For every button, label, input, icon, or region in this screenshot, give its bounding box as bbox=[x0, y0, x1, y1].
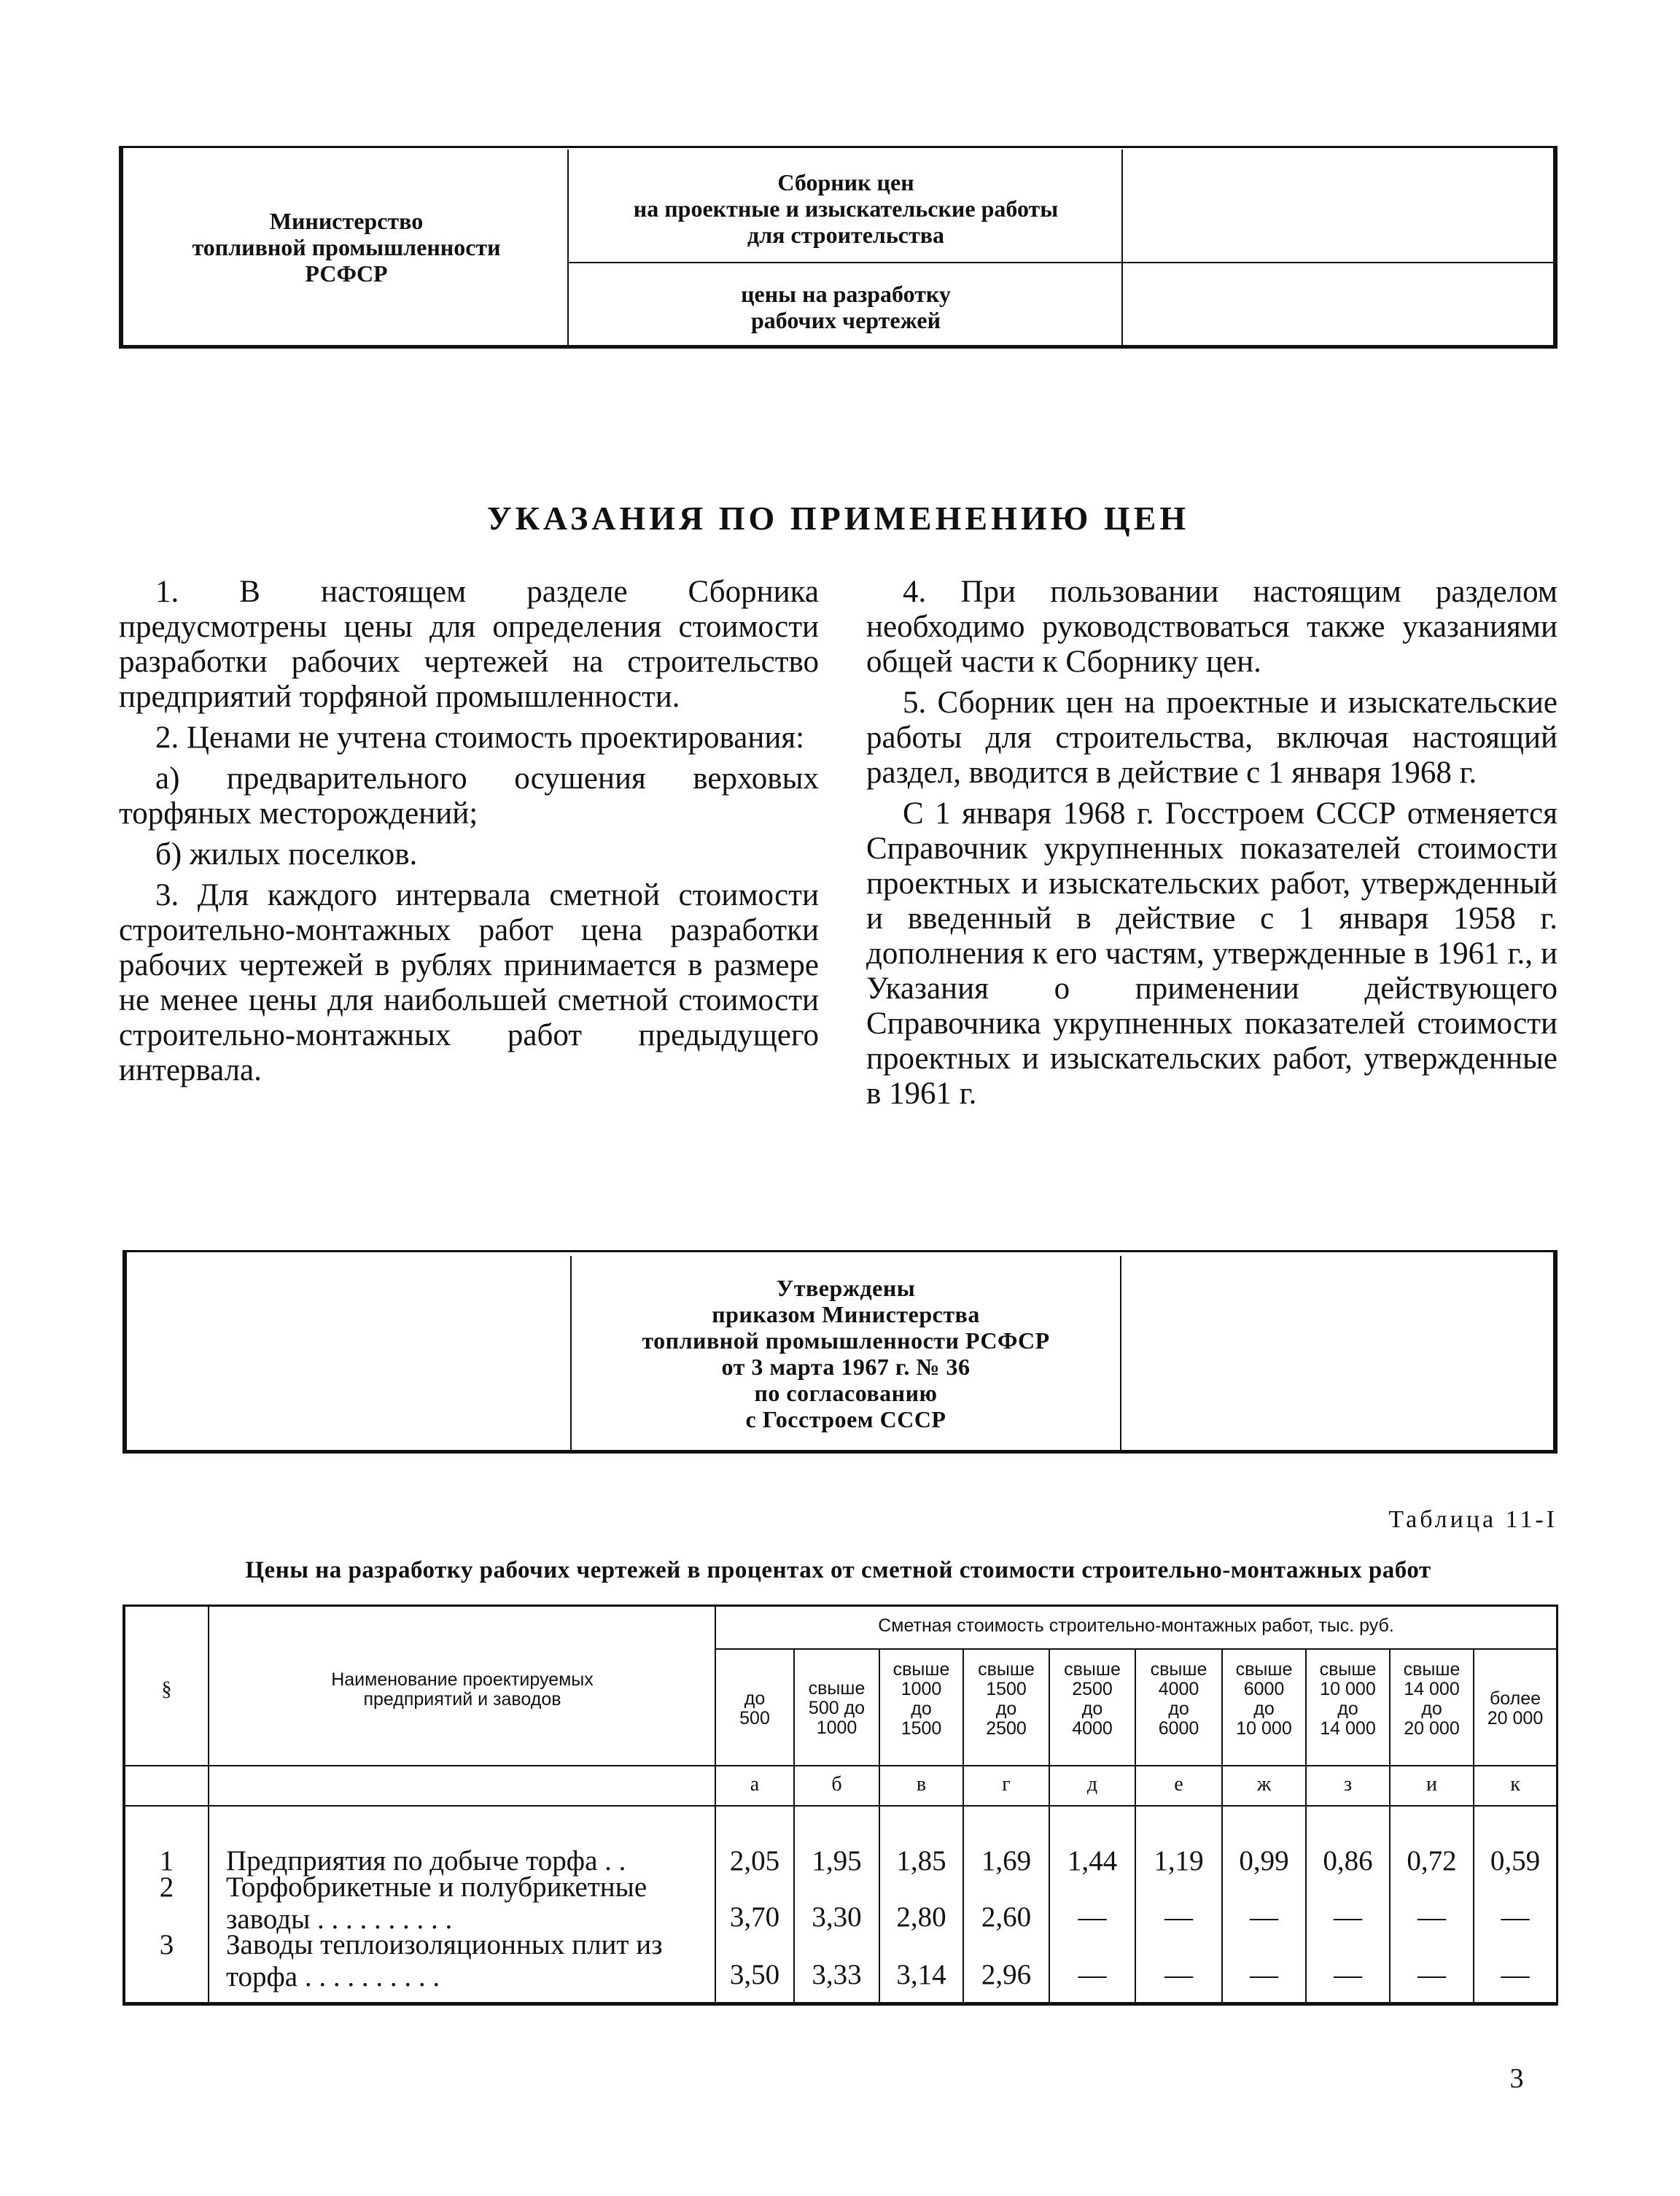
table-cell: — bbox=[1250, 1959, 1278, 1990]
table-cell: 1,19 bbox=[1154, 1845, 1204, 1877]
table-cell: 2,96 bbox=[981, 1959, 1032, 1990]
table-cell: 1,95 bbox=[812, 1845, 862, 1877]
row-name: Предприятия по добыче торфа . . bbox=[226, 1845, 626, 1877]
column-letter: в bbox=[916, 1773, 927, 1796]
table-cell: 1,85 bbox=[896, 1845, 946, 1877]
paragraph: а) предварительного осушения верховых торфяных месторождений; bbox=[119, 761, 819, 831]
col-section-header: § bbox=[161, 1678, 172, 1701]
range-header: свыше 4000 до 6000 bbox=[1150, 1659, 1208, 1739]
column-letter: ж bbox=[1256, 1773, 1272, 1796]
range-header: свыше 1500 до 2500 bbox=[978, 1659, 1035, 1739]
paragraph: б) жилых поселков. bbox=[155, 837, 418, 872]
column-letter: д bbox=[1086, 1773, 1098, 1796]
range-header: свыше 2500 до 4000 bbox=[1064, 1659, 1121, 1739]
table-cell: — bbox=[1501, 1901, 1530, 1933]
range-header: свыше 500 до 1000 bbox=[808, 1678, 866, 1738]
range-header: свыше 1000 до 1500 bbox=[892, 1659, 950, 1739]
column-letter: к bbox=[1510, 1773, 1520, 1796]
column-letter: б bbox=[831, 1773, 842, 1796]
table-cell: 3,70 bbox=[729, 1901, 780, 1933]
right-column bbox=[866, 575, 1558, 1117]
range-header: свыше 6000 до 10 000 bbox=[1235, 1659, 1293, 1739]
paragraph: 5. Сборник цен на проектные и изыскательские работы для строительства, включая настоящий раздел, вводится в действие с 1 января 1968 г. bbox=[866, 686, 1558, 790]
col-name-header: Наименование проектируемых предприятий и заводов bbox=[331, 1669, 594, 1710]
collection-title: Сборник цен на проектные и изыскательские работы для строительства bbox=[633, 169, 1059, 248]
page-number: 3 bbox=[1509, 2063, 1524, 2094]
table-cell: — bbox=[1501, 1959, 1530, 1990]
table-cell: — bbox=[1418, 1959, 1446, 1990]
section-title: УКАЗАНИЯ ПО ПРИМЕНЕНИЮ ЦЕН bbox=[486, 500, 1190, 537]
row-number: 2 bbox=[159, 1871, 174, 1903]
column-letter: и bbox=[1426, 1773, 1437, 1796]
collection-subtitle: цены на разработку рабочих чертежей bbox=[741, 281, 951, 333]
ministry-name: Министерство топливной промышленности РСФСР bbox=[192, 208, 501, 287]
table-cell: — bbox=[1078, 1901, 1107, 1933]
table-cell: — bbox=[1164, 1901, 1193, 1933]
range-header: свыше 14 000 до 20 000 bbox=[1403, 1659, 1461, 1739]
table-cell: 0,86 bbox=[1323, 1845, 1373, 1877]
range-header: более 20 000 bbox=[1487, 1688, 1544, 1729]
column-letter: а bbox=[750, 1773, 760, 1796]
column-letter: з bbox=[1343, 1773, 1353, 1796]
row-name: Заводы теплоизоляционных плит из торфа . . . . . . . . . . bbox=[226, 1929, 663, 1993]
column-letter: г bbox=[1002, 1773, 1011, 1796]
row-number: 3 bbox=[159, 1929, 174, 1960]
table-cell: 3,30 bbox=[812, 1901, 862, 1933]
row-number: 1 bbox=[159, 1845, 174, 1877]
table-cell: 2,05 bbox=[729, 1845, 780, 1877]
paragraph: 2. Ценами не учтена стоимость проектирования: bbox=[155, 721, 805, 755]
table-cell: 1,44 bbox=[1067, 1845, 1118, 1877]
table-cell: — bbox=[1334, 1901, 1362, 1933]
table-title: Цены на разработку рабочих чертежей в процентах от сметной стоимости строительно-монтажных работ bbox=[245, 1557, 1431, 1583]
approval-text: Утверждены приказом Министерства топливной промышленности РСФСР от 3 марта 1967 г. № 36 по согласованию с Госстроем СССР bbox=[642, 1275, 1050, 1432]
table-cell: — bbox=[1250, 1901, 1278, 1933]
table-cell: — bbox=[1418, 1901, 1446, 1933]
column-letter: е bbox=[1174, 1773, 1183, 1796]
table-cell: 3,33 bbox=[812, 1959, 862, 1990]
table-cell: — bbox=[1334, 1959, 1362, 1990]
group-header: Сметная стоимость строительно-монтажных работ, тыс. руб. bbox=[878, 1615, 1394, 1636]
range-header: свыше 10 000 до 14 000 bbox=[1319, 1659, 1377, 1739]
paragraph: 4. При пользовании настоящим разделом необходимо руководствоваться также указаниями общей части к Сборнику цен. bbox=[866, 575, 1558, 679]
left-column bbox=[119, 575, 819, 1094]
table-cell: 3,14 bbox=[896, 1959, 946, 1990]
range-header: до 500 bbox=[739, 1688, 770, 1729]
paragraph: 3. Для каждого интервала сметной стоимости строительно-монтажных работ цена разработки рабочих чертежей в рублях принимается в размере не менее цены для наибольшей сметной стоимости строительно-монтажных работ предыдущего интервала. bbox=[119, 878, 819, 1087]
table-cell: 1,69 bbox=[981, 1845, 1032, 1877]
table-cell: — bbox=[1164, 1959, 1193, 1990]
table-cell: 0,99 bbox=[1239, 1845, 1289, 1877]
row-name: Торфобрикетные и полубрикетные заводы . . . . . . . . . . bbox=[226, 1871, 648, 1935]
table-cell: 3,50 bbox=[729, 1959, 780, 1990]
table-label: Таблица 11-I bbox=[1388, 1506, 1558, 1533]
table-cell: 2,60 bbox=[981, 1901, 1032, 1933]
paragraph: 1. В настоящем разделе Сборника предусмотрены цены для определения стоимости разработки рабочих чертежей на строительство предприятий торфяной промышленности. bbox=[119, 575, 819, 714]
table-cell: 2,80 bbox=[896, 1901, 946, 1933]
paragraph: С 1 января 1968 г. Госстроем СССР отменяется Справочник укрупненных показателей стоимости проектных и изыскательских работ, утвержденный и введенный в действие с 1 января 1958 г. дополнения к его частям, утвержденные в 1961 г., и Указания о применении действующего Справочника укрупненных показателей стоимости проектных и изыскательских работ, утвержденные в 1961 г. bbox=[866, 796, 1558, 1111]
table-cell: 0,72 bbox=[1407, 1845, 1457, 1877]
table-cell: — bbox=[1078, 1959, 1107, 1990]
table-cell: 0,59 bbox=[1490, 1845, 1541, 1877]
